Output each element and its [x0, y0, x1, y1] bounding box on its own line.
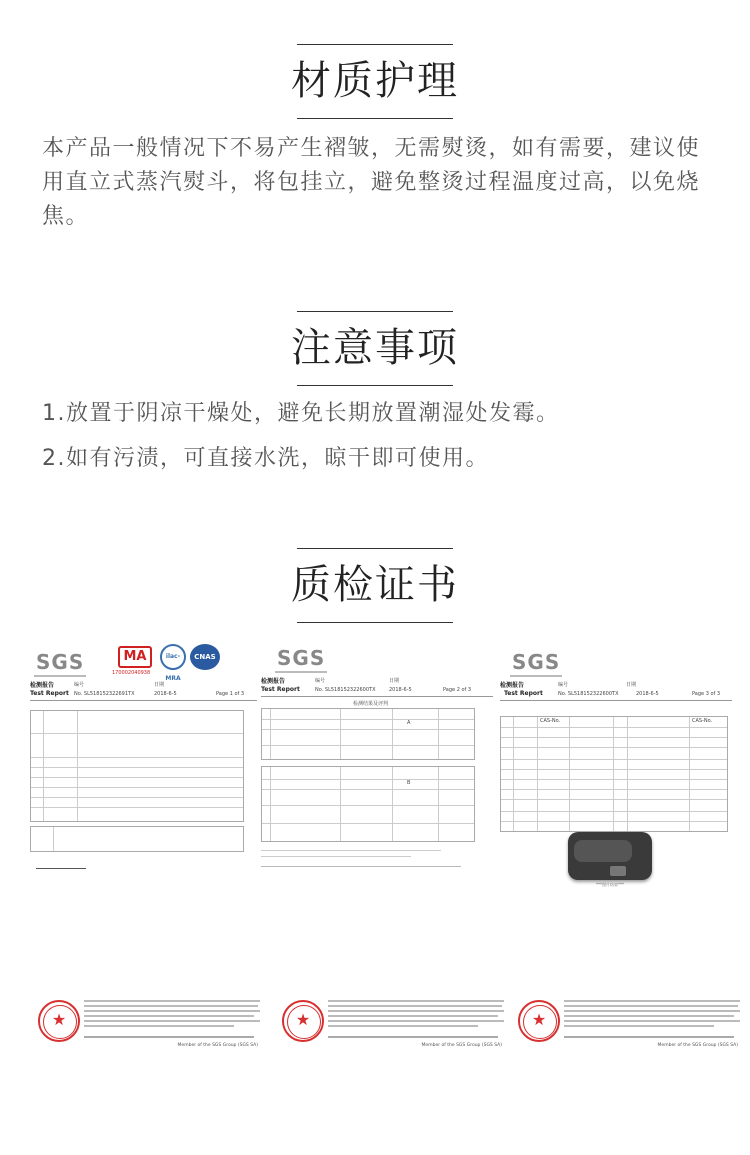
table-row	[501, 759, 727, 760]
table-row	[262, 789, 474, 790]
cas-column-header: CAS-No.	[540, 718, 561, 724]
sgs-member-text: Member of the SGS Group (SGS SA)	[421, 1043, 502, 1048]
table-col	[77, 711, 78, 821]
table-col	[340, 709, 341, 759]
table-row	[501, 789, 727, 790]
address-line	[564, 1036, 734, 1038]
text-line	[564, 1025, 714, 1027]
cas-column-header-2: CAS-No.	[692, 718, 713, 724]
disclaimer-text-block	[564, 1000, 740, 1030]
report-no-label: 编号	[315, 678, 326, 684]
text-line	[328, 1000, 504, 1002]
report-date: 2018-6-5	[636, 691, 659, 697]
text-line	[564, 1010, 740, 1012]
note-item-1: 1.放置于阴凉干燥处，避免长期放置潮湿处发霉。	[42, 401, 560, 426]
table-col	[270, 709, 271, 759]
text-line	[328, 1015, 498, 1017]
note-item-2: 2.如有污渍，可直接水洗，晾干即可使用。	[42, 446, 489, 471]
results-table-a	[261, 708, 475, 760]
table-col	[438, 709, 439, 759]
cma-number: 170002040938	[112, 670, 151, 676]
table-row	[262, 805, 474, 806]
title-rule-bottom	[297, 622, 453, 623]
results-table-title: 检测结果及评判	[353, 701, 389, 707]
text-line	[84, 1015, 254, 1017]
certificate-title: 质检证书	[291, 562, 459, 608]
certificate-footer-1	[24, 996, 264, 1056]
date-label: 日期	[154, 682, 165, 688]
text-line	[564, 1005, 738, 1007]
seal-stamp-icon: ★	[38, 1000, 80, 1042]
report-no-label: 编号	[558, 682, 569, 688]
text-line	[564, 1015, 734, 1017]
table-row	[31, 767, 243, 768]
table-col	[392, 709, 393, 759]
table-col	[43, 711, 44, 821]
seal-stamp-icon: ★	[518, 1000, 560, 1042]
address-line	[328, 1036, 498, 1038]
report-heading-en: Test Report	[504, 690, 543, 697]
text-line	[564, 1020, 740, 1022]
table-row	[31, 777, 243, 778]
text-line	[84, 1010, 260, 1012]
table-row	[262, 779, 474, 780]
report-no: No. SL518152322600TX	[315, 687, 376, 693]
table-row	[501, 811, 727, 812]
table-row	[31, 733, 243, 734]
remark-table	[30, 826, 244, 852]
sgs-logo: SGS	[36, 650, 85, 674]
table-row	[501, 799, 727, 800]
text-line	[328, 1010, 504, 1012]
sgs-logo: SGS	[277, 646, 326, 670]
header-divider	[500, 700, 732, 701]
report-date: 2018-6-5	[389, 687, 412, 693]
seal-stamp-icon: ★	[282, 1000, 324, 1042]
table-row	[31, 797, 243, 798]
table-row	[262, 745, 474, 746]
table-col	[53, 827, 54, 851]
report-heading-en: Test Report	[261, 686, 300, 693]
product-photo-caption: ***照片结束***	[596, 882, 624, 887]
table-col	[627, 717, 628, 831]
report-heading-cn: 检测报告	[261, 678, 286, 685]
table-row	[262, 719, 474, 720]
text-line	[564, 1000, 740, 1002]
remark-line	[261, 856, 411, 857]
disclaimer-text-block	[84, 1000, 260, 1030]
table-row	[31, 807, 243, 808]
sgs-member-text: Member of the SGS Group (SGS SA)	[177, 1043, 258, 1048]
table-row	[31, 757, 243, 758]
page-number: Page 1 of 3	[216, 691, 245, 697]
title-rule-top	[297, 311, 453, 312]
table-row	[501, 737, 727, 738]
table-row	[501, 821, 727, 822]
product-photo	[568, 832, 652, 880]
notes-title: 注意事项	[291, 325, 459, 371]
care-title: 材质护理	[291, 58, 459, 104]
header-divider	[261, 696, 493, 697]
care-paragraph: 本产品一般情况下不易产生褶皱，无需熨烫，如有需要，建议使用直立式蒸汽熨斗，将包挂立，避免整烫过程温度过高，以免烧焦。	[42, 136, 701, 229]
address-line	[84, 1036, 254, 1038]
table-col	[513, 717, 514, 831]
table-row	[262, 823, 474, 824]
ilac-logo: ilac-MRA	[160, 644, 186, 670]
info-table	[30, 710, 244, 822]
text-line	[84, 1025, 234, 1027]
title-rule-top	[297, 548, 453, 549]
table-row	[262, 729, 474, 730]
report-no: No. SL518152322600TX	[558, 691, 619, 697]
text-line	[328, 1020, 504, 1022]
sgs-logo: SGS	[512, 650, 561, 674]
results-table-b	[261, 766, 475, 842]
page-number: Page 2 of 3	[443, 687, 472, 693]
page-number: Page 3 of 3	[692, 691, 721, 697]
table-col	[569, 717, 570, 831]
table-row	[501, 747, 727, 748]
sgs-member-text: Member of the SGS Group (SGS SA)	[657, 1043, 738, 1048]
title-rule-top	[297, 44, 453, 45]
certificate-page-1	[26, 636, 266, 886]
text-line	[328, 1005, 502, 1007]
result-col-b: B	[407, 780, 411, 786]
disclaimer-text-block	[328, 1000, 504, 1030]
certificate-page-3	[496, 636, 736, 886]
certificate-page-2	[257, 636, 497, 886]
report-no: No. SL51815232269​1TX	[74, 691, 135, 697]
report-no-label: 编号	[74, 682, 85, 688]
header-divider	[30, 700, 262, 701]
certificate-footer-2	[268, 996, 508, 1056]
result-col-a: A	[407, 720, 411, 726]
table-row	[31, 787, 243, 788]
table-col	[537, 717, 538, 831]
cma-logo: MA	[118, 646, 152, 668]
table-col	[689, 717, 690, 831]
table-row	[501, 727, 727, 728]
report-heading-en: Test Report	[30, 690, 69, 697]
text-line	[84, 1000, 260, 1002]
text-line	[84, 1005, 258, 1007]
report-heading-cn: 检测报告	[30, 682, 55, 689]
title-rule-bottom	[297, 118, 453, 119]
text-line	[84, 1020, 260, 1022]
remark-line	[261, 850, 441, 851]
date-label: 日期	[389, 678, 400, 684]
date-label: 日期	[626, 682, 637, 688]
table-col	[613, 717, 614, 831]
report-date: 2018-6-5	[154, 691, 177, 697]
title-rule-bottom	[297, 385, 453, 386]
remark-line	[261, 866, 461, 867]
text-line	[328, 1025, 478, 1027]
table-row	[501, 769, 727, 770]
certificate-footer-3	[504, 996, 744, 1056]
signature	[36, 868, 86, 869]
table-row	[501, 779, 727, 780]
cnas-logo: CNAS	[190, 644, 220, 670]
report-heading-cn: 检测报告	[500, 682, 525, 689]
substance-table	[500, 716, 728, 832]
